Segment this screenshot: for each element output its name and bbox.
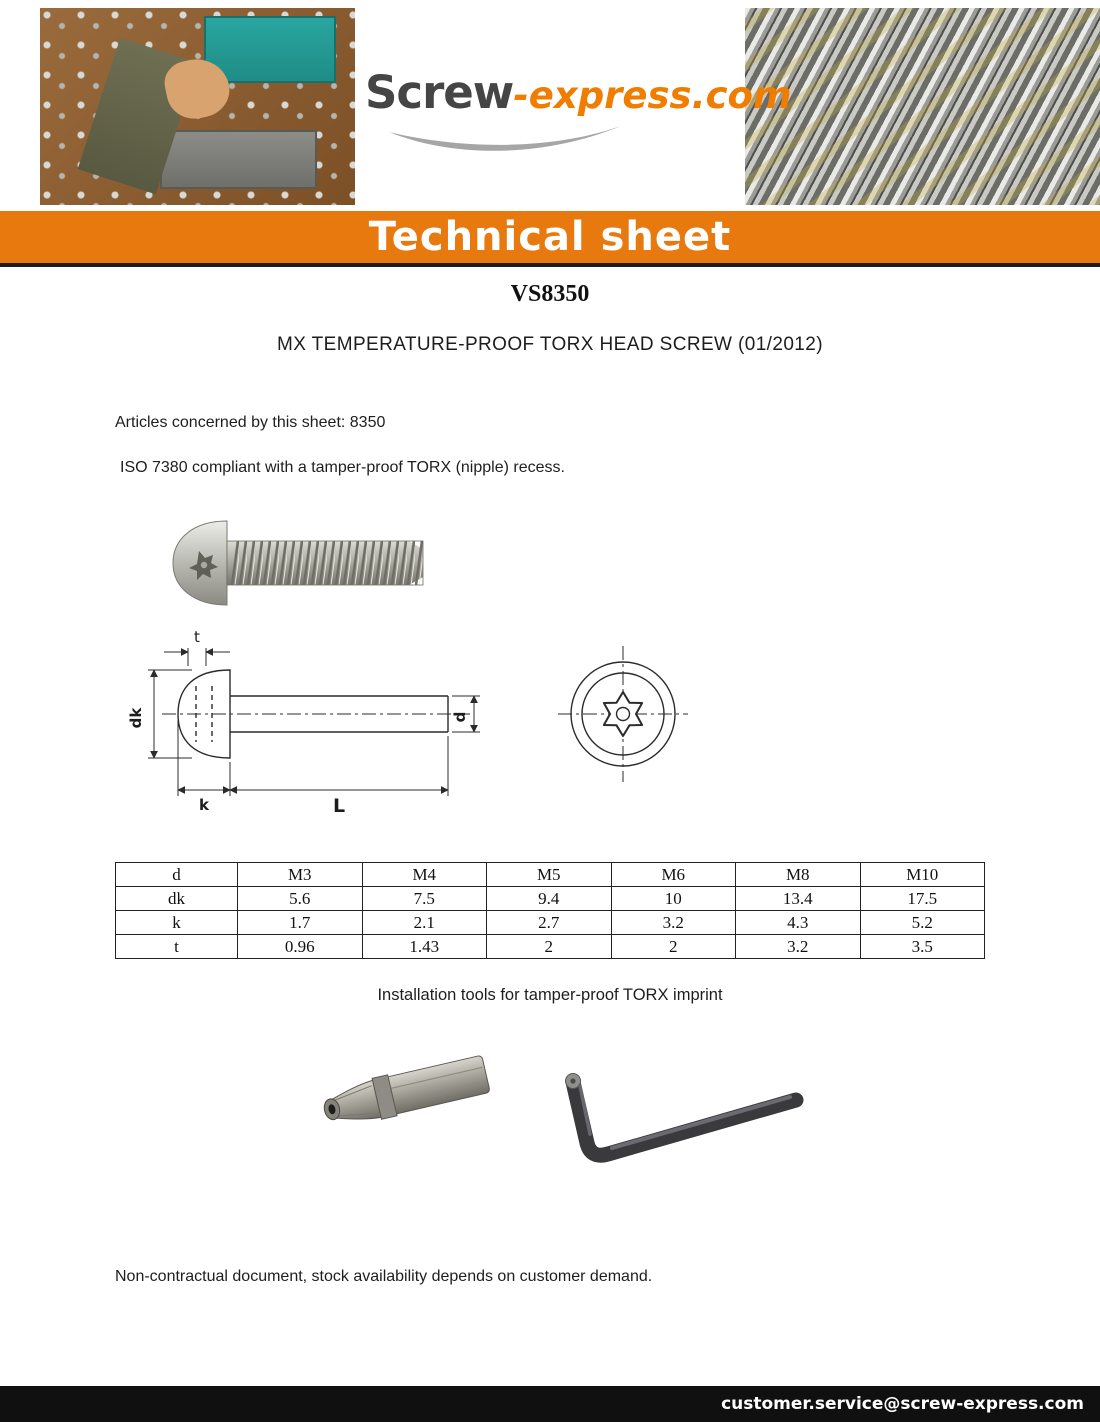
articles-line: Articles concerned by this sheet: 8350 [115, 414, 386, 431]
dim-label-d: d [451, 711, 469, 723]
table-cell: 2.1 [362, 911, 487, 935]
table-cell: 4.3 [736, 911, 861, 935]
table-row [116, 863, 985, 887]
dim-label-k: k [199, 796, 209, 814]
table-cell: 9.4 [487, 887, 612, 911]
table-cell: t [116, 935, 238, 959]
footer-bar [0, 1386, 1100, 1422]
table-cell: d [116, 863, 238, 887]
dimensions-table-body [116, 863, 985, 959]
table-cell: 7.5 [362, 887, 487, 911]
table-cell: dk [116, 887, 238, 911]
torx-bit-photo [272, 1032, 507, 1157]
table-cell: 5.6 [238, 887, 363, 911]
table-cell: 5.2 [860, 911, 985, 935]
table-cell: 13.4 [736, 887, 861, 911]
table-cell: 17.5 [860, 887, 985, 911]
tools-caption: Installation tools for tamper-proof TORX imprint [377, 986, 723, 1004]
screws-pile-photo [745, 8, 1100, 205]
dim-label-L: L [332, 795, 346, 817]
logo-swoosh-icon [383, 124, 633, 160]
table-cell: 2.7 [487, 911, 612, 935]
workshop-photo [40, 8, 355, 205]
banner-title: Technical sheet [368, 214, 732, 260]
table-cell: M3 [238, 863, 363, 887]
table-cell: 3.2 [611, 911, 736, 935]
photo-detail [160, 130, 318, 189]
table-cell: M4 [362, 863, 487, 887]
logo-text-express: -express.com [513, 74, 792, 117]
table-cell: 0.96 [238, 935, 363, 959]
logo [365, 66, 792, 119]
dimensions-table [115, 862, 985, 959]
dim-label-dk: dk [127, 707, 145, 729]
logo-text-screw: Screw [365, 66, 514, 119]
table-cell: 1.43 [362, 935, 487, 959]
banner [0, 211, 1100, 267]
table-cell: 3.5 [860, 935, 985, 959]
document-code: VS8350 [510, 281, 590, 307]
technical-drawing [118, 624, 738, 824]
screw-product-photo [135, 503, 435, 623]
table-cell: 2 [611, 935, 736, 959]
table-row [116, 887, 985, 911]
table-cell: M8 [736, 863, 861, 887]
contact-email: customer.service@screw-express.com [721, 1394, 1084, 1414]
table-cell: k [116, 911, 238, 935]
dim-label-t: t [194, 628, 200, 646]
table-cell: M6 [611, 863, 736, 887]
iso-line: ISO 7380 compliant with a tamper-proof TORX (nipple) recess. [120, 459, 565, 476]
document-title: MX TEMPERATURE-PROOF TORX HEAD SCREW (01/2012) [277, 334, 823, 355]
table-cell: 1.7 [238, 911, 363, 935]
table-row [116, 911, 985, 935]
table-cell: M5 [487, 863, 612, 887]
table-row [116, 935, 985, 959]
table-cell: 3.2 [736, 935, 861, 959]
torx-lkey-photo [528, 1038, 838, 1188]
table-cell: M10 [860, 863, 985, 887]
table-cell: 10 [611, 887, 736, 911]
note-line: Non-contractual document, stock availability depends on customer demand. [115, 1268, 653, 1285]
table-cell: 2 [487, 935, 612, 959]
torx-front-view-icon [604, 692, 642, 736]
